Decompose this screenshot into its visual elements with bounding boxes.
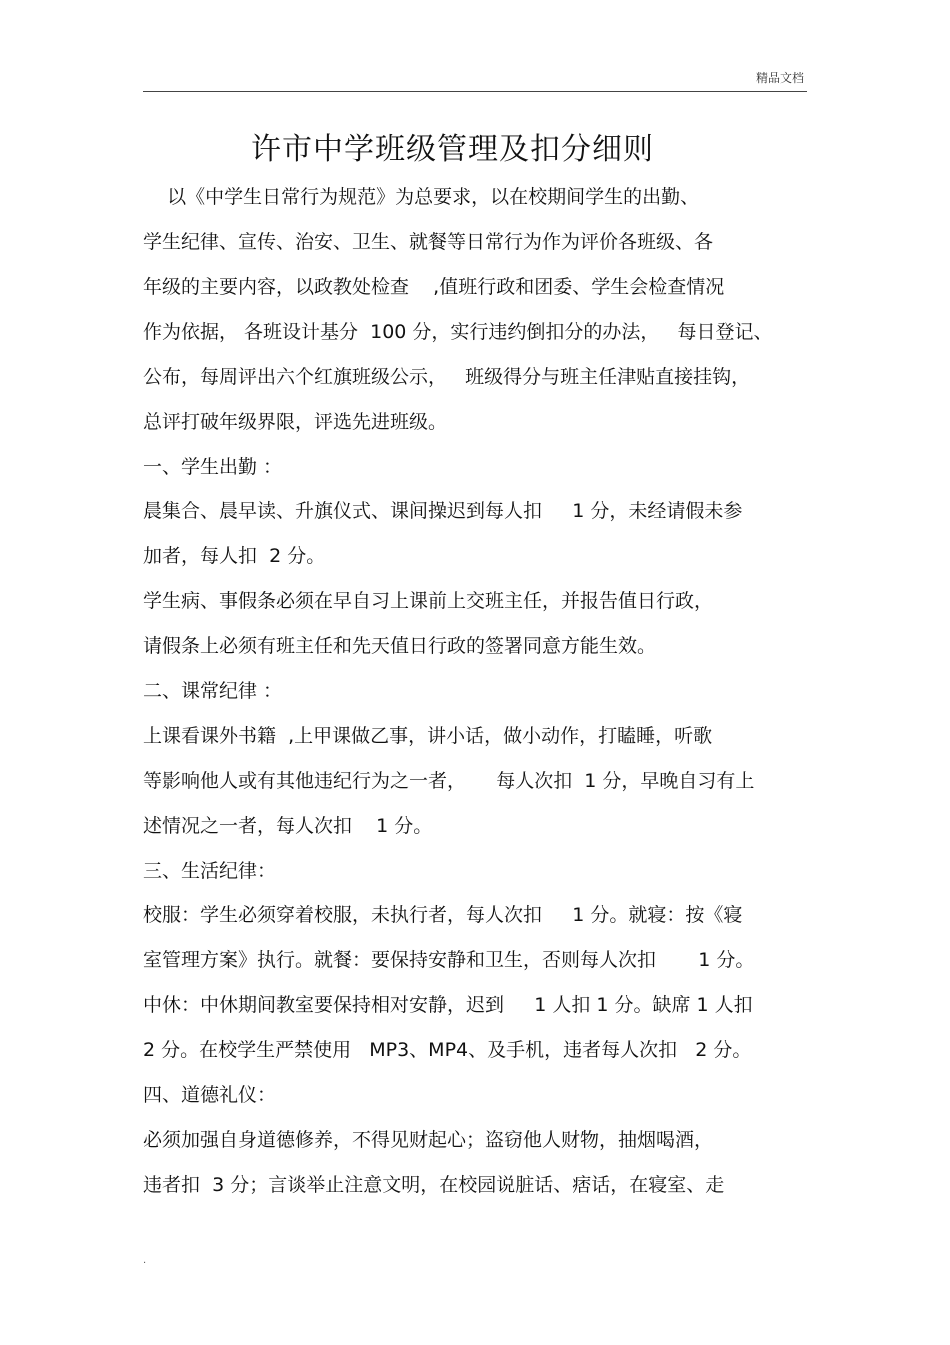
- body-line: 2 分。在校学生严禁使用 MP3、MP4、及手机，违者每人次扣 2 分。: [143, 1039, 752, 1061]
- body-line: 校服：学生必须穿着校服，未执行者，每人次扣 1 分。就寝：按《寝: [143, 904, 743, 926]
- body-line: 加者，每人扣 2 分。: [143, 545, 326, 567]
- body-line: 作为依据， 各班设计基分 100 分，实行违约倒扣分的办法， 每日登记、: [143, 321, 773, 343]
- header-divider: [143, 91, 807, 92]
- section-heading: 四、道德礼仪：: [143, 1084, 277, 1106]
- footer-mark: .: [143, 1255, 147, 1266]
- body-line: 请假条上必须有班主任和先天值日行政的签署同意方能生效。: [143, 635, 657, 657]
- document-title: 许市中学班级管理及扣分细则: [251, 132, 654, 167]
- body-line: 上课看课外书籍 ,上甲课做乙事，讲小话，做小动作，打瞌睡，听歌: [143, 725, 713, 747]
- body-line: 述情况之一者，每人次扣 1 分。: [143, 815, 433, 837]
- body-line: 总评打破年级界限，评选先进班级。: [143, 411, 448, 433]
- body-line: 晨集合、晨早读、升旗仪式、课间操迟到每人扣 1 分，未经请假未参: [143, 500, 743, 522]
- body-line: 必须加强自身道德修养，不得见财起心；盗窃他人财物，抽烟喝酒，: [143, 1129, 714, 1151]
- body-line: 等影响他人或有其他违纪行为之一者， 每人次扣 1 分，早晚自习有上: [143, 770, 755, 792]
- body-line: 中休：中休期间教室要保持相对安静，迟到 1 人扣 1 分。缺席 1 人扣: [143, 994, 753, 1016]
- body-line: 以《中学生日常行为规范》为总要求，以在校期间学生的出勤、: [143, 186, 700, 208]
- section-heading: 二、课常纪律 ：: [143, 680, 283, 702]
- body-line: 公布，每周评出六个红旗班级公示， 班级得分与班主任津贴直接挂钩，: [143, 366, 751, 388]
- body-line: 学生纪律、宣传、治安、卫生、就餐等日常行为作为评价各班级、各: [143, 231, 714, 253]
- body-line: 室管理方案》执行。就餐：要保持安静和卫生，否则每人次扣 1 分。: [143, 949, 755, 971]
- header-tag: 精品文档: [755, 71, 804, 85]
- section-heading: 三、生活纪律：: [143, 860, 277, 882]
- body-line: 学生病、事假条必须在早自习上课前上交班主任，并报告值日行政，: [143, 590, 714, 612]
- body-line: 年级的主要内容，以政教处检查 ,值班行政和团委、学生会检查情况: [143, 276, 725, 298]
- body-line: 违者扣 3 分；言谈举止注意文明，在校园说脏话、痞话，在寝室、走: [143, 1174, 725, 1196]
- section-heading: 一、学生出勤 ：: [143, 456, 283, 478]
